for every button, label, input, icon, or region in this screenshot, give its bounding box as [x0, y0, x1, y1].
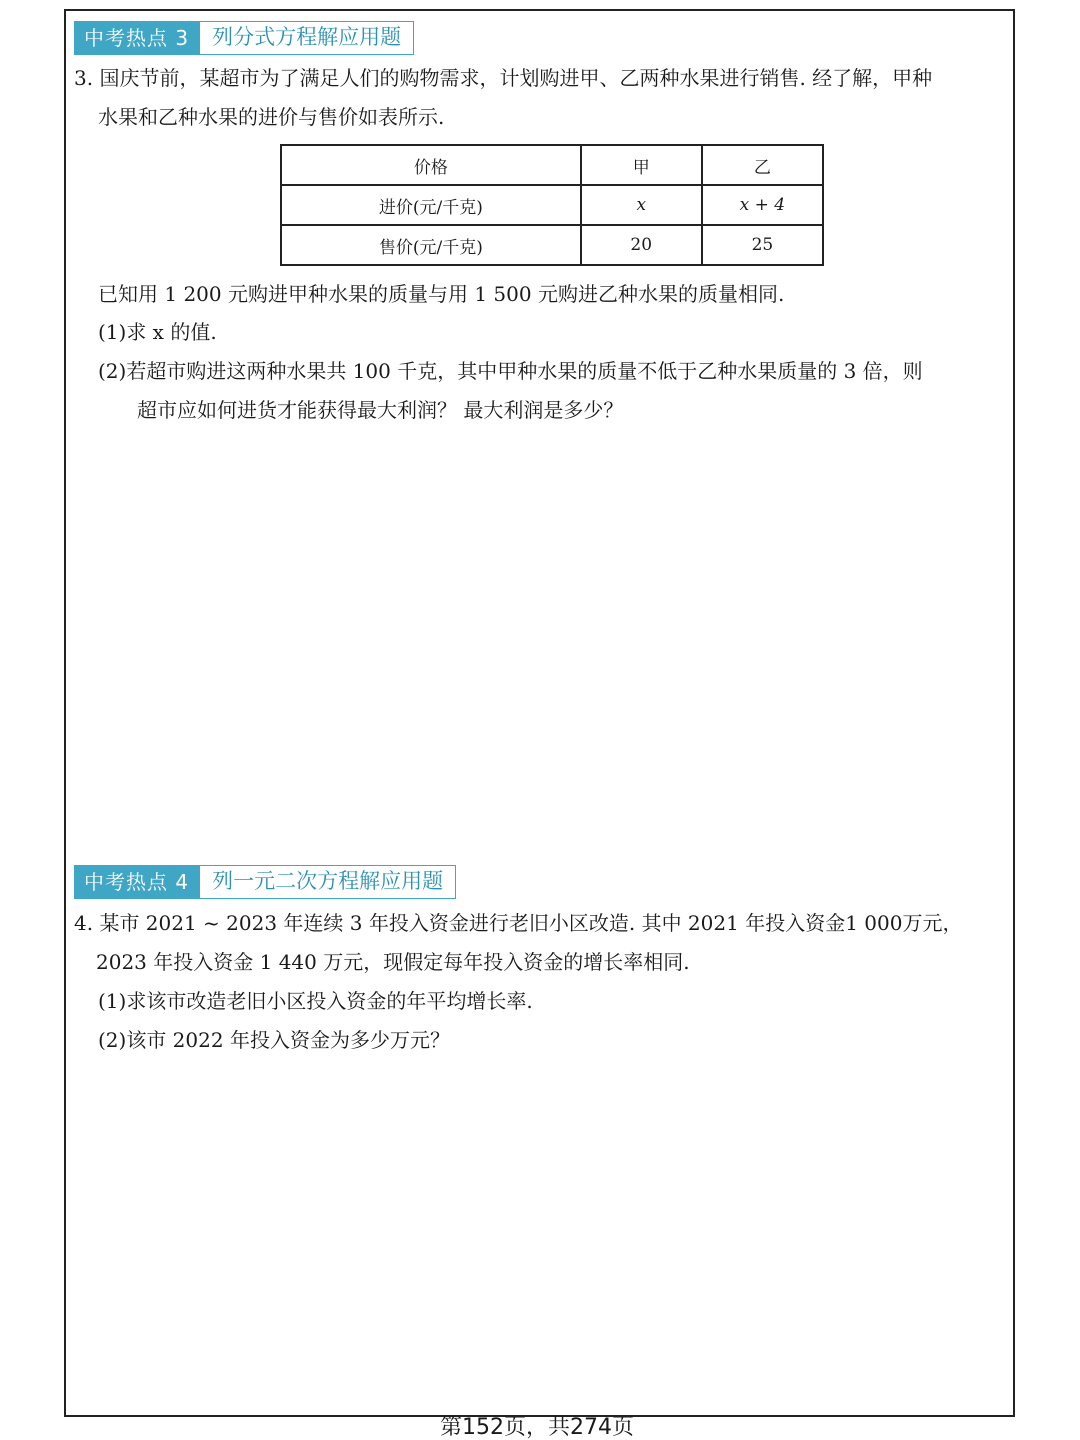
q3-part2-line2: 超市应如何进货才能获得最大利润？ 最大利润是多少？: [137, 398, 624, 422]
table-row: [281, 185, 823, 225]
page-footer: 第152页，共274页: [440, 1415, 634, 1440]
q3-part1: (1)求 x 的值.: [98, 320, 217, 344]
row-label-cost: 进价(元/千克): [281, 185, 581, 225]
cell-cost-yi: x + 4: [702, 185, 823, 225]
table-row: [281, 145, 823, 185]
table-row: [281, 225, 823, 265]
q3-stem-line1: 3. 国庆节前，某超市为了满足人们的购物需求，计划购进甲、乙两种水果进行销售. 经了解，甲种: [74, 66, 933, 90]
section-4-title: 列一元二次方程解应用题: [199, 865, 456, 899]
q4-part1: (1)求该市改造老旧小区投入资金的年平均增长率.: [98, 989, 533, 1013]
q3-known: 已知用 1 200 元购进甲种水果的质量与用 1 500 元购进乙种水果的质量相同.: [98, 282, 785, 306]
section-4-tag: 中考热点 4: [74, 865, 199, 899]
header-cell-yi: 乙: [702, 145, 823, 185]
section-4-header: [74, 865, 456, 899]
q3-stem-line2: 水果和乙种水果的进价与售价如表所示.: [98, 105, 445, 129]
q4-stem-line1: 4. 某市 2021 ~ 2023 年连续 3 年投入资金进行老旧小区改造. 其中 2021 年投入资金1 000万元，: [74, 911, 963, 935]
cell-cost-jia: x: [581, 185, 702, 225]
header-cell-price: 价格: [281, 145, 581, 185]
header-cell-jia: 甲: [581, 145, 702, 185]
q4-part2: (2)该市 2022 年投入资金为多少万元？: [98, 1028, 450, 1052]
section-3-header: [74, 21, 414, 55]
section-3-title: 列分式方程解应用题: [199, 21, 414, 55]
q4-stem-line2: 2023 年投入资金 1 440 万元，现假定每年投入资金的增长率相同.: [96, 950, 690, 974]
price-table: [280, 144, 824, 266]
section-3-tag: 中考热点 3: [74, 21, 199, 55]
q3-part2-line1: (2)若超市购进这两种水果共 100 千克，其中甲种水果的质量不低于乙种水果质量的 3 倍，则: [98, 359, 923, 383]
row-label-sale: 售价(元/千克): [281, 225, 581, 265]
cell-sale-yi: 25: [702, 225, 823, 265]
cell-sale-jia: 20: [581, 225, 702, 265]
